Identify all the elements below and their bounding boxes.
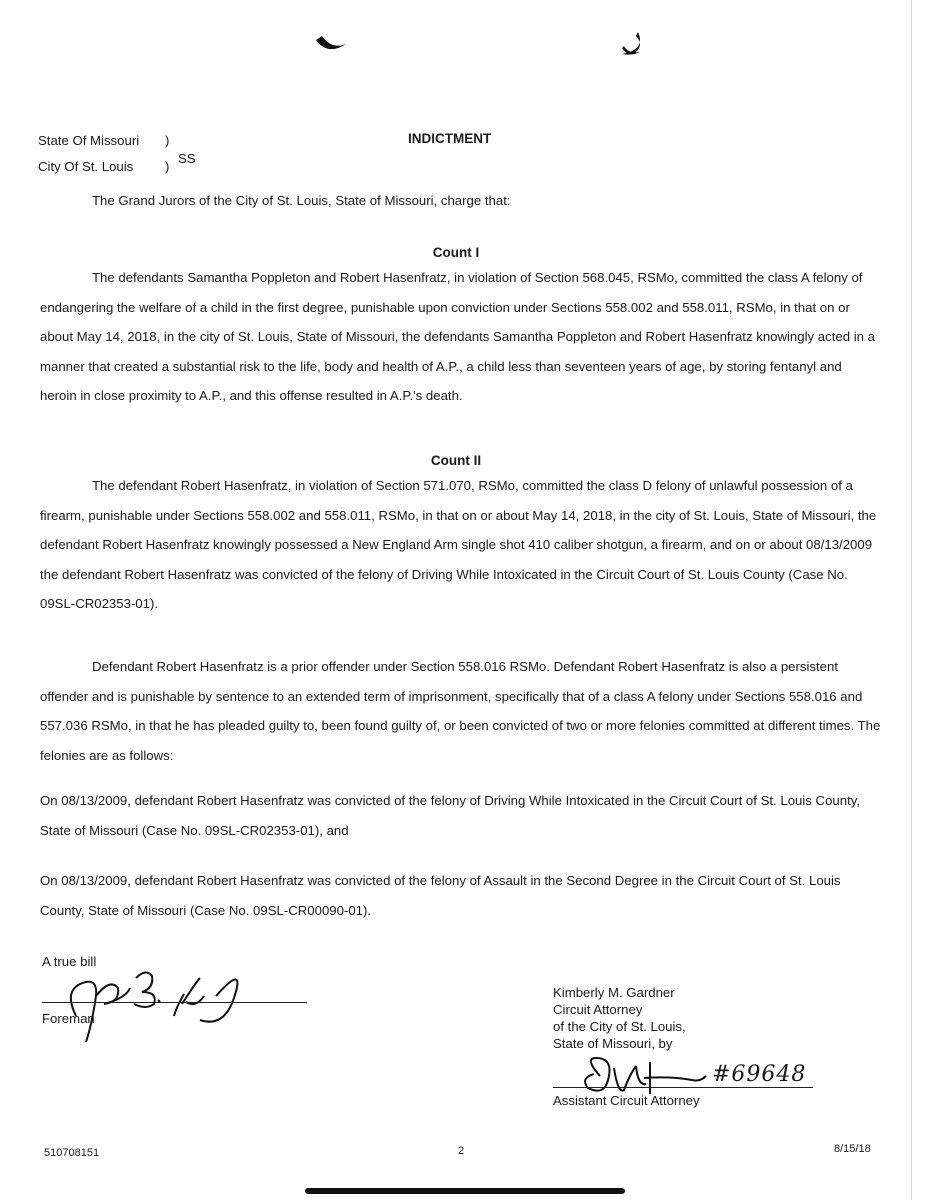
felony-1: On 08/13/2009, defendant Robert Hasenfratz was convicted of the felony of Driving While Intoxicated in the Circuit Court of St. Louis County, State of Missouri (Case No. 09SL-CR02353-01), and	[40, 793, 861, 838]
count-2-heading: Count II	[430, 453, 482, 468]
count-1-heading: Count I	[432, 245, 480, 260]
document-date: 8/15/18	[834, 1143, 871, 1155]
attorney-signature-line	[553, 1087, 813, 1088]
caption-city: City Of St. Louis	[38, 159, 134, 174]
felony-2: On 08/13/2009, defendant Robert Hasenfratz was convicted of the felony of Assault in the Second Degree in the Circuit Court of St. Louis County, State of Missouri (Case No. 09SL-CR00090-01).	[40, 873, 841, 918]
attorney-title: Circuit Attorney	[553, 1002, 643, 1017]
caption-paren-2: )	[165, 159, 170, 174]
right-binding-mark	[618, 30, 644, 60]
bar-number: #69648	[712, 1062, 807, 1087]
attorney-state: State of Missouri, by	[553, 1036, 673, 1051]
attorney-name: Kimberly M. Gardner	[553, 985, 675, 1000]
assistant-attorney-label: Assistant Circuit Attorney	[553, 1093, 700, 1108]
foreman-label: Foreman	[42, 1011, 95, 1026]
count-2-text: The defendant Robert Hasenfratz, in violation of Section 571.070, RSMo, committed the class D felony of unlawful possession of a firearm, punishable under Sections 558.002 and 558.011, RSMo, in that on or about May 14, 2018, in the city of St. Louis, State of Missouri, the defendant Robert Hasenfratz knowingly possessed a New England Arm single shot 410 caliber shotgun, a firearm, and on or about 08/13/2009 the defendant Robert Hasenfratz was convicted of the felony of Driving While Intoxicated in the Circuit Court of St. Louis County (Case No. 09SL-CR02353-01).	[40, 478, 877, 611]
caption-state: State Of Missouri	[38, 133, 140, 148]
caption-ss: SS	[178, 151, 196, 166]
attorney-office: of the City of St. Louis,	[553, 1019, 686, 1034]
offender-paragraph: Defendant Robert Hasenfratz is a prior offender under Section 558.016 RSMo. Defendant Robert Hasenfratz is also a persistent offender and is punishable by sentence to an extended term of imprisonment, specifically that of a class A felony under Sections 558.016 and 557.036 RSMo, in that he has pleaded guilty to, been found guilty of, or been convicted of two or more felonies committed at different times. The felonies are as follows:	[40, 659, 881, 763]
intro-paragraph: The Grand Jurors of the City of St. Louis, State of Missouri, charge that:	[92, 193, 511, 208]
count-1-text: The defendants Samantha Poppleton and Robert Hasenfratz, in violation of Section 568.045, RSMo, committed the class A felony of endangering the welfare of a child in the first degree, punishable upon conviction under Sections 558.002 and 558.011, RSMo, in that on or about May 14, 2018, in the city of St. Louis, State of Missouri, the defendants Samantha Poppleton and Robert Hasenfratz knowingly acted in a manner that created a substantial risk to the life, body and health of A.P., a child less than seventeen years of age, by storing fentanyl and heroin in close proximity to A.P., and this offense resulted in A.P.'s death.	[40, 270, 875, 403]
caption-paren-1: )	[165, 133, 170, 148]
document-title: INDICTMENT	[408, 131, 492, 146]
foreman-signature	[50, 958, 250, 1044]
foreman-signature-line	[42, 1002, 307, 1003]
left-binding-mark	[314, 34, 348, 56]
page-number: 2	[458, 1145, 465, 1157]
document-id: 510708151	[44, 1147, 100, 1159]
home-indicator[interactable]	[305, 1188, 625, 1194]
true-bill-label: A true bill	[42, 954, 97, 969]
